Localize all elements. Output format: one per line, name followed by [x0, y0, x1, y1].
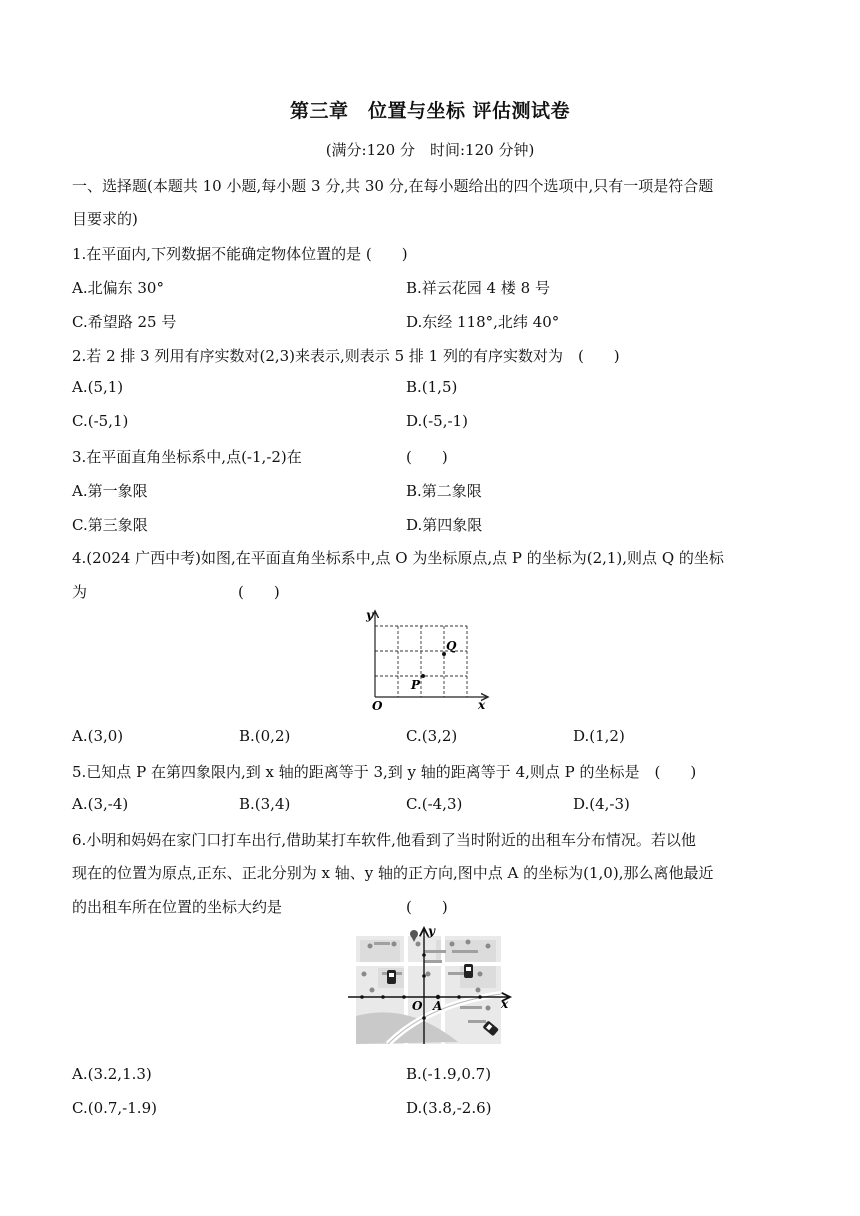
- question-6-option-c: C.(0.7,-1.9): [72, 1099, 157, 1117]
- question-3-option-c: C.第三象限: [72, 516, 148, 534]
- question-3-stem: 3.在平面直角坐标系中,点(-1,-2)在: [72, 448, 302, 466]
- question-5-option-a: A.(3,-4): [72, 795, 129, 813]
- question-3-answer-paren: ( ): [406, 448, 448, 466]
- question-6-option-b: B.(-1.9,0.7): [406, 1065, 492, 1083]
- x-axis-label: x: [501, 997, 509, 1011]
- taxi-icon: [387, 970, 396, 984]
- origin-label: O: [372, 699, 383, 713]
- y-axis-label: y: [366, 608, 373, 622]
- question-6-taxi-map-figure: [348, 924, 514, 1046]
- y-axis-label: y: [428, 924, 435, 938]
- section-heading-line-1: 一、选择题(本题共 10 小题,每小题 3 分,共 30 分,在每小题给出的四个选项中,只有一项是符合题: [72, 177, 714, 195]
- grid-lines: [375, 626, 467, 697]
- question-1-stem: 1.在平面内,下列数据不能确定物体位置的是 ( ): [72, 245, 408, 263]
- origin-label: O: [412, 999, 423, 1013]
- question-4-option-c: C.(3,2): [406, 727, 458, 745]
- question-2-option-d: D.(-5,-1): [406, 412, 468, 430]
- question-6-stem-line-1: 6.小明和妈妈在家门口打车出行,借助某打车软件,他看到了当时附近的出租车分布情况。若以他: [72, 831, 696, 849]
- question-4-option-b: B.(0,2): [239, 727, 291, 745]
- question-4-answer-paren: ( ): [238, 583, 280, 601]
- question-6-option-a: A.(3.2,1.3): [72, 1065, 152, 1083]
- question-4-stem-line-1: 4.(2024 广西中考)如图,在平面直角坐标系中,点 O 为坐标原点,点 P 的坐标为(2,1),则点 Q 的坐标: [72, 549, 724, 567]
- question-6-stem-line-2: 现在的位置为原点,正东、正北分别为 x 轴、y 轴的正方向,图中点 A 的坐标为(1,0),那么离他最近: [72, 864, 714, 882]
- question-4-grid-figure: [360, 605, 495, 713]
- question-6-option-d: D.(3.8,-2.6): [406, 1099, 492, 1117]
- question-2-option-c: C.(-5,1): [72, 412, 129, 430]
- question-1-option-a: A.北偏东 30°: [72, 279, 164, 297]
- point-p-label: P: [411, 678, 421, 692]
- section-heading-line-2: 目要求的): [72, 210, 138, 228]
- question-3-option-a: A.第一象限: [72, 482, 148, 500]
- point-q-label: Q: [446, 639, 457, 653]
- question-4-option-d: D.(1,2): [573, 727, 625, 745]
- question-5-stem: 5.已知点 P 在第四象限内,到 x 轴的距离等于 3,到 y 轴的距离等于 4,则点 P 的坐标是 ( ): [72, 763, 697, 781]
- question-2-stem: 2.若 2 排 3 列用有序实数对(2,3)来表示,则表示 5 排 1 列的有序实数对为 ( ): [72, 347, 620, 365]
- question-1-option-d: D.东经 118°,北纬 40°: [406, 313, 560, 331]
- question-3-option-d: D.第四象限: [406, 516, 483, 534]
- question-3-option-b: B.第二象限: [406, 482, 482, 500]
- taxi-icon: [464, 964, 473, 978]
- question-1-option-b: B.祥云花园 4 楼 8 号: [406, 279, 550, 297]
- question-5-option-b: B.(3,4): [239, 795, 291, 813]
- point-a-label: A: [433, 999, 443, 1013]
- question-5-option-d: D.(4,-3): [573, 795, 630, 813]
- question-2-option-a: A.(5,1): [72, 378, 124, 396]
- question-1-option-c: C.希望路 25 号: [72, 313, 177, 331]
- question-4-stem-line-2: 为: [72, 583, 88, 601]
- question-6-answer-paren: ( ): [406, 898, 448, 916]
- exam-info: (满分:120 分 时间:120 分钟): [325, 141, 535, 159]
- point-p: [421, 674, 425, 678]
- question-5-option-c: C.(-4,3): [406, 795, 463, 813]
- page-title: 第三章 位置与坐标 评估测试卷: [289, 100, 571, 122]
- x-axis-label: x: [478, 698, 486, 712]
- question-4-option-a: A.(3,0): [72, 727, 124, 745]
- question-6-stem-line-3: 的出租车所在位置的坐标大约是: [72, 898, 283, 916]
- question-2-option-b: B.(1,5): [406, 378, 458, 396]
